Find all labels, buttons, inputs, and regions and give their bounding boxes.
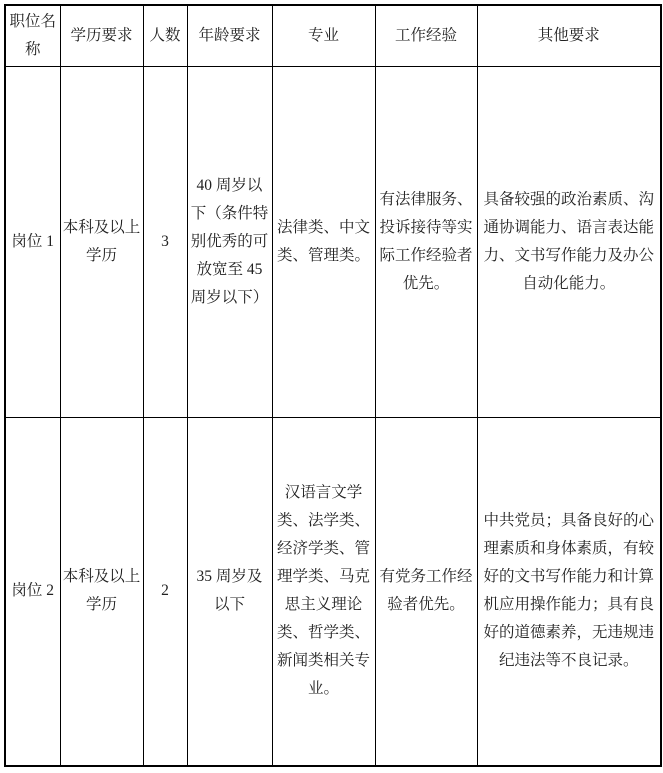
- table-header-row: [5, 5, 661, 67]
- cell-count: 2: [143, 418, 187, 766]
- cell-experience: 有法律服务、投诉接待等实际工作经验者优先。: [375, 67, 477, 418]
- cell-age: 40 周岁以下（条件特别优秀的可放宽至 45 周岁以下）: [187, 67, 272, 418]
- cell-other: 中共党员；具备良好的心理素质和身体素质，有较好的文书写作能力和计算机应用操作能力；具有良好的道德素养，无违规违纪违法等不良记录。: [477, 418, 661, 766]
- cell-other: 具备较强的政治素质、沟通协调能力、语言表达能力、文书写作能力及办公自动化能力。: [477, 67, 661, 418]
- table-row-job2: [5, 418, 661, 766]
- header-cell-age: 年龄要求: [187, 5, 272, 67]
- header-cell-education: 学历要求: [60, 5, 143, 67]
- cell-experience: 有党务工作经验者优先。: [375, 418, 477, 766]
- recruitment-table: [4, 4, 662, 767]
- header-cell-count: 人数: [143, 5, 187, 67]
- table-row-job1: [5, 67, 661, 418]
- cell-position: 岗位 2: [5, 418, 60, 766]
- cell-education: 本科及以上学历: [60, 418, 143, 766]
- cell-age: 35 周岁及以下: [187, 418, 272, 766]
- header-cell-position: 职位名称: [5, 5, 60, 67]
- header-cell-major: 专业: [272, 5, 375, 67]
- header-cell-other: 其他要求: [477, 5, 661, 67]
- cell-education: 本科及以上学历: [60, 67, 143, 418]
- header-cell-experience: 工作经验: [375, 5, 477, 67]
- cell-count: 3: [143, 67, 187, 418]
- cell-major: 法律类、中文类、管理类。: [272, 67, 375, 418]
- cell-major: 汉语言文学类、法学类、经济学类、管理学类、马克思主义理论类、哲学类、新闻类相关专业。: [272, 418, 375, 766]
- cell-position: 岗位 1: [5, 67, 60, 418]
